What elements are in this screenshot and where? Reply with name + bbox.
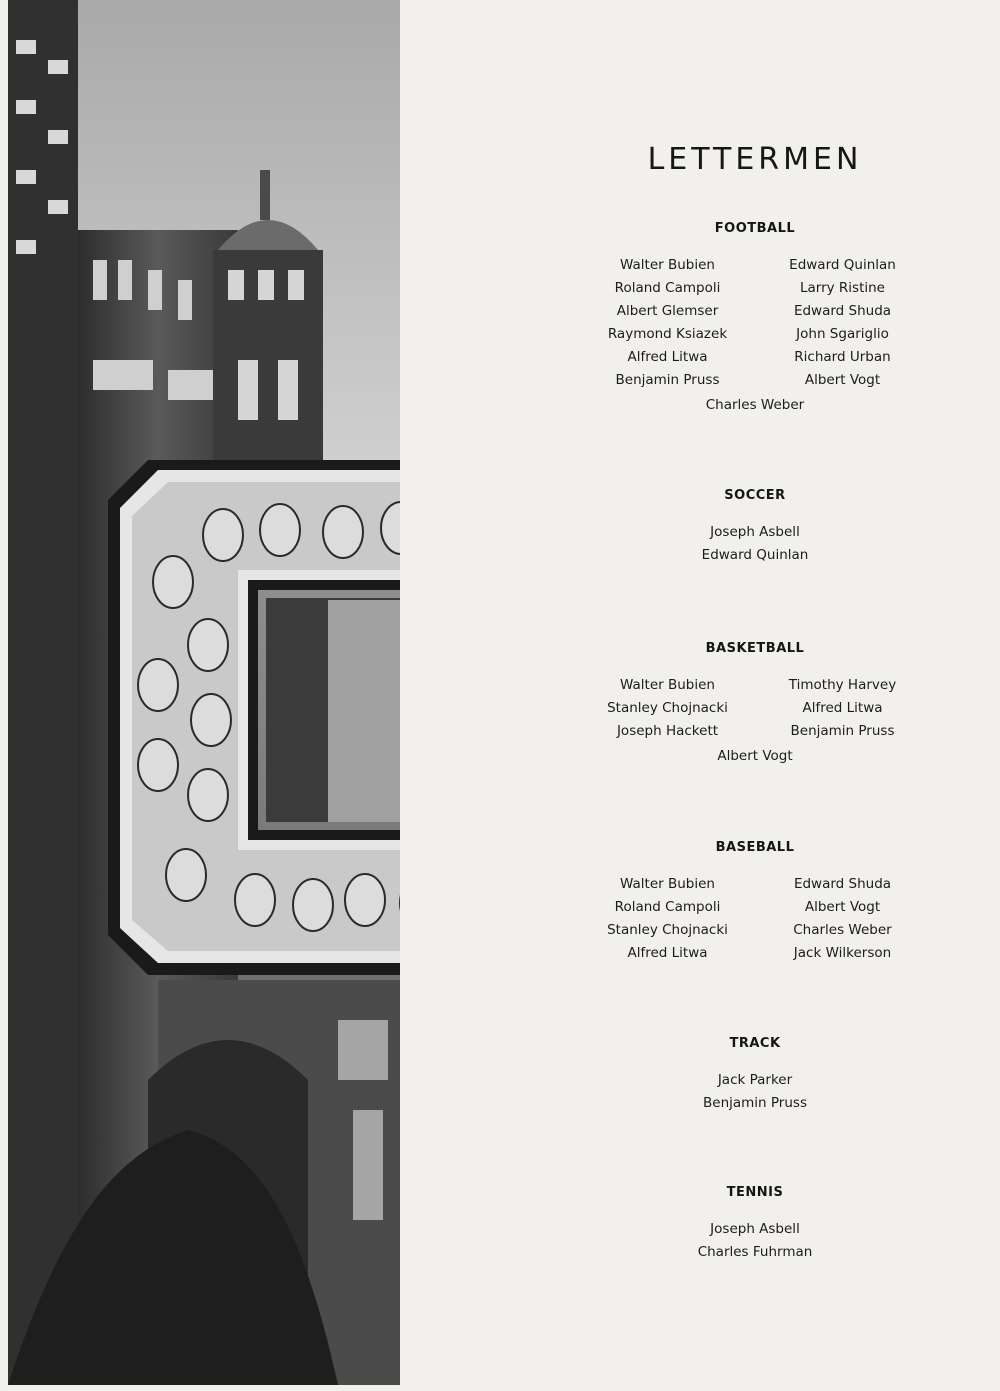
letterman-name: Roland Campoli	[614, 280, 721, 296]
letterman-name: Benjamin Pruss	[790, 723, 895, 739]
letterman-name: Albert Glemser	[616, 303, 719, 319]
name-column-right	[755, 674, 930, 743]
name-column-left	[580, 674, 755, 743]
letterman-name: Walter Bubien	[620, 876, 715, 892]
letterman-name: Benjamin Pruss	[703, 1095, 807, 1111]
campus-building-photo	[8, 0, 400, 1385]
letterman-name: Charles Weber	[793, 922, 892, 938]
section-title: TENNIS	[726, 1185, 784, 1200]
letterman-name: Alfred Litwa	[627, 945, 708, 961]
section-baseball	[560, 840, 950, 965]
letterman-name: Alfred Litwa	[802, 700, 883, 716]
building-illustration	[8, 0, 400, 1385]
letterman-name: Walter Bubien	[620, 677, 715, 693]
section-tennis	[560, 1185, 950, 1264]
letterman-name: Edward Quinlan	[701, 547, 809, 563]
letterman-name: Albert Vogt	[804, 899, 881, 915]
letterman-name: John Sgariglio	[796, 326, 889, 342]
letterman-name: Albert Vogt	[804, 372, 881, 388]
section-title: BASEBALL	[715, 840, 795, 855]
letterman-name: Stanley Chojnacki	[607, 922, 728, 938]
letterman-name: Edward Shuda	[793, 303, 892, 319]
letterman-name: Stanley Chojnacki	[607, 700, 728, 716]
letterman-name: Jack Wilkerson	[793, 945, 892, 961]
page-title: LETTERMEN	[647, 142, 863, 177]
name-column-left	[580, 873, 755, 965]
section-track	[560, 1036, 950, 1115]
letterman-name: Raymond Ksiazek	[607, 326, 728, 342]
section-title: TRACK	[729, 1036, 781, 1051]
letterman-name: Alfred Litwa	[627, 349, 708, 365]
name-column-left	[580, 254, 755, 392]
letterman-name: Timothy Harvey	[788, 677, 897, 693]
letterman-name: Walter Bubien	[620, 257, 715, 273]
letterman-name: Edward Shuda	[793, 876, 892, 892]
name-column-right	[755, 254, 930, 392]
letterman-name: Joseph Asbell	[710, 524, 800, 540]
letterman-name: Richard Urban	[794, 349, 891, 365]
section-football	[560, 221, 950, 417]
section-title: FOOTBALL	[714, 221, 796, 236]
letterman-name: Charles Weber	[705, 397, 805, 413]
letterman-name: Jack Parker	[717, 1072, 793, 1088]
letterman-name: Edward Quinlan	[789, 257, 896, 273]
section-title: BASKETBALL	[705, 641, 805, 656]
letterman-name: Albert Vogt	[717, 748, 793, 764]
letterman-name: Roland Campoli	[614, 899, 721, 915]
letterman-name: Joseph Asbell	[710, 1221, 800, 1237]
letterman-name: Benjamin Pruss	[615, 372, 720, 388]
section-basketball	[560, 641, 950, 768]
letterman-name: Larry Ristine	[799, 280, 885, 296]
letterman-name: Charles Fuhrman	[697, 1244, 813, 1260]
section-title: SOCCER	[724, 488, 786, 503]
letterman-name: Joseph Hackett	[616, 723, 719, 739]
name-column-right	[755, 873, 930, 965]
section-soccer	[560, 488, 950, 567]
